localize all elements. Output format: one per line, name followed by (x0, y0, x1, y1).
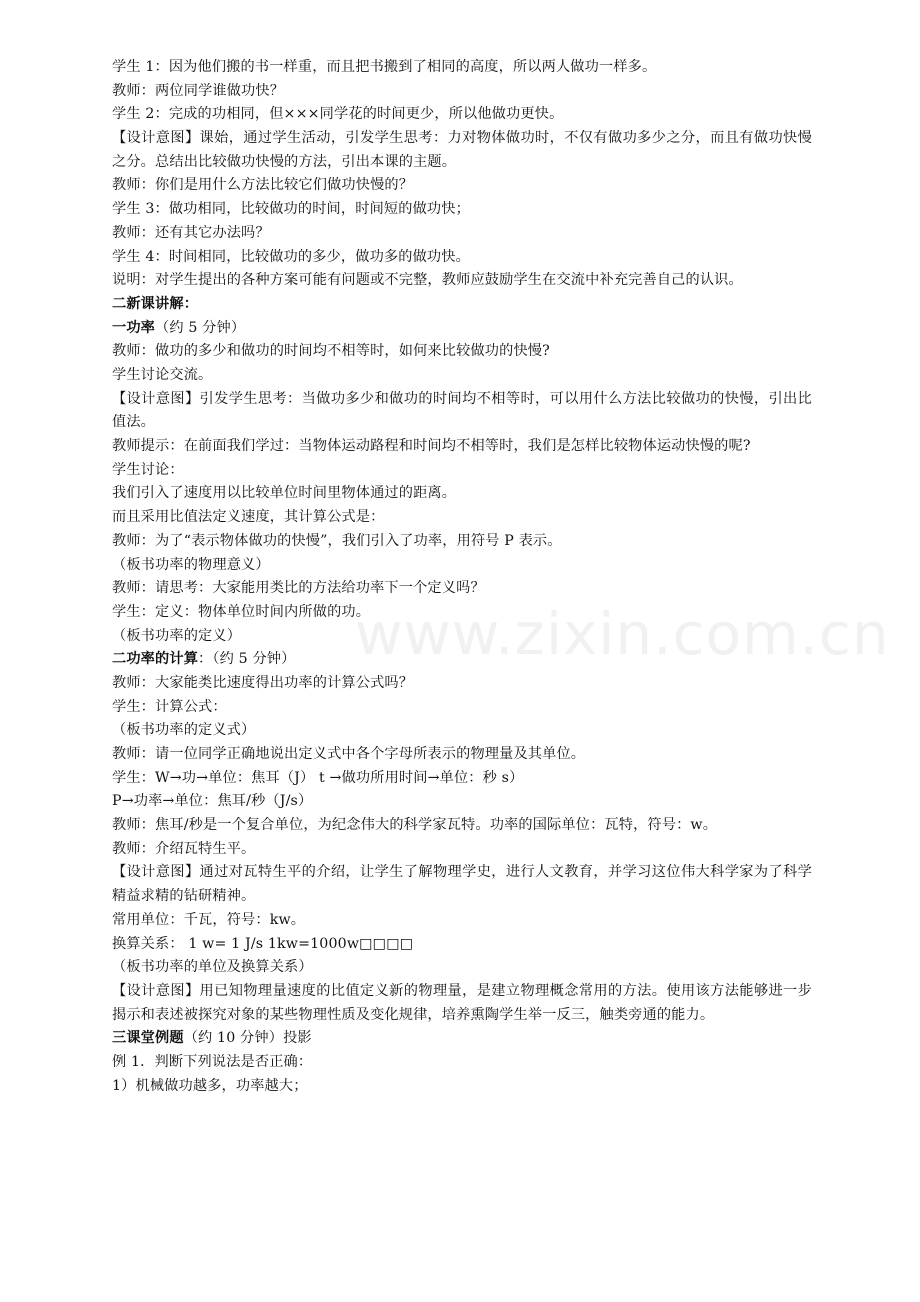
heading-rest: ：（约 5 分钟） (198, 651, 296, 668)
text-line: 我们引入了速度用以比较单位时间里物体通过的距离。 (112, 485, 457, 502)
text-line: 学生讨论交流。 (112, 366, 213, 383)
text-line: 教师：焦耳/秒是一个复合单位，为纪念伟大的科学家瓦特。功率的国际单位：瓦特，符号：w。 (112, 817, 718, 834)
text-line: 而且采用比值法定义速度，其计算公式是： (112, 509, 385, 526)
text-line: 【设计意图】用已知物理量速度的比值定义新的物理量，是建立物理概念常用的方法。使用该方法能够进一步揭示和表述被探究对象的某些物理性质及变化规律，培养熏陶学生举一反三，触类旁通的能力。 (112, 982, 812, 1023)
section-heading (112, 648, 812, 672)
text-line: 换算关系： 1 w= 1 J/s 1kw=1000w□□□□ (112, 935, 414, 952)
text-line: 教师：你们是用什么方法比较它们做功快慢的？ (112, 177, 414, 194)
text-line: 教师：做功的多少和做功的时间均不相等时，如何来比较做功的快慢? (112, 343, 550, 360)
text-line: 教师提示：在前面我们学过：当物体运动路程和时间均不相等时，我们是怎样比较物体运动快慢的呢? (112, 438, 751, 455)
document-body (112, 56, 812, 1098)
text-line: 例 1．判断下列说法是否正确： (112, 1054, 313, 1071)
text-line: （板书功率的定义） (112, 627, 242, 644)
heading-rest: （约 5 分钟） (155, 319, 246, 336)
heading-bold-part: 一功率 (112, 319, 156, 336)
section-heading (112, 1027, 812, 1051)
watermark: www.zixin.com.cn (355, 600, 890, 668)
text-line: 学生 4：时间相同，比较做功的多少，做功多的做功快。 (112, 248, 470, 265)
heading-bold-part: 三课堂例题 (112, 1030, 184, 1047)
text-line: （板书功率的定义式） (112, 722, 256, 739)
text-line: 1）机械做功越多，功率越大； (112, 1077, 308, 1094)
text-line: 学生讨论： (112, 461, 184, 478)
text-line: （板书功率的单位及换算关系） (112, 959, 313, 976)
text-line: 【设计意图】课始，通过学生活动，引发学生思考：力对物体做功时，不仅有做功多少之分，而且有做功快慢之分。总结出比较做功快慢的方法，引出本课的主题。 (112, 130, 812, 170)
text-line: 教师：介绍瓦特生平。 (112, 840, 256, 857)
text-line: 常用单位：千瓦，符号：kw。 (112, 911, 306, 928)
text-line: 学生：计算公式： (112, 698, 227, 715)
text-line: 教师：请思考：大家能用类比的方法给功率下一个定义吗？ (112, 580, 485, 597)
text-line: 学生：定义：物体单位时间内所做的功。 (112, 603, 371, 620)
text-line: 【设计意图】通过对瓦特生平的介绍，让学生了解物理学史，进行人文教育，并学习这位伟大科学家为了科学精益求精的钻研精神。 (112, 864, 812, 905)
text-line: 教师：请一位同学正确地说出定义式中各个字母所表示的物理量及其单位。 (112, 746, 586, 763)
text-line: 教师：为了“表示物体做功的快慢”，我们引入了功率，用符号 P 表示。 (112, 532, 562, 549)
text-line: P→功率→单位：焦耳/秒（J/s） (112, 793, 313, 810)
text-line: 教师：还有其它办法吗？ (112, 224, 270, 241)
text-line: 教师：两位同学谁做功快？ (112, 82, 285, 99)
text-line: （板书功率的物理意义） (112, 556, 270, 573)
text-line: 学生 2：完成的功相同，但×××同学花的时间更少，所以他做功更快。 (112, 106, 564, 123)
section-heading: 二新课讲解： (112, 295, 199, 312)
text-line: 教师：大家能类比速度得出功率的计算公式吗？ (112, 674, 414, 691)
section-heading (112, 317, 812, 341)
text-line: 学生：W→功→单位：焦耳（J） t →做功所用时间→单位：秒 s） (112, 769, 524, 786)
text-line: 说明：对学生提出的各种方案可能有问题或不完整，教师应鼓励学生在交流中补充完善自己的认识。 (112, 272, 743, 289)
text-line: 【设计意图】引发学生思考：当做功多少和做功的时间均不相等时，可以用什么方法比较做功的快慢，引出比值法。 (112, 390, 812, 431)
heading-bold-part: 二功率的计算 (112, 651, 199, 668)
heading-rest: （约 10 分钟）投影 (183, 1030, 312, 1047)
text-line: 学生 3：做功相同，比较做功的时间，时间短的做功快； (112, 201, 470, 218)
text-line: 学生 1：因为他们搬的书一样重，而且把书搬到了相同的高度，所以两人做功一样多。 (112, 59, 657, 75)
